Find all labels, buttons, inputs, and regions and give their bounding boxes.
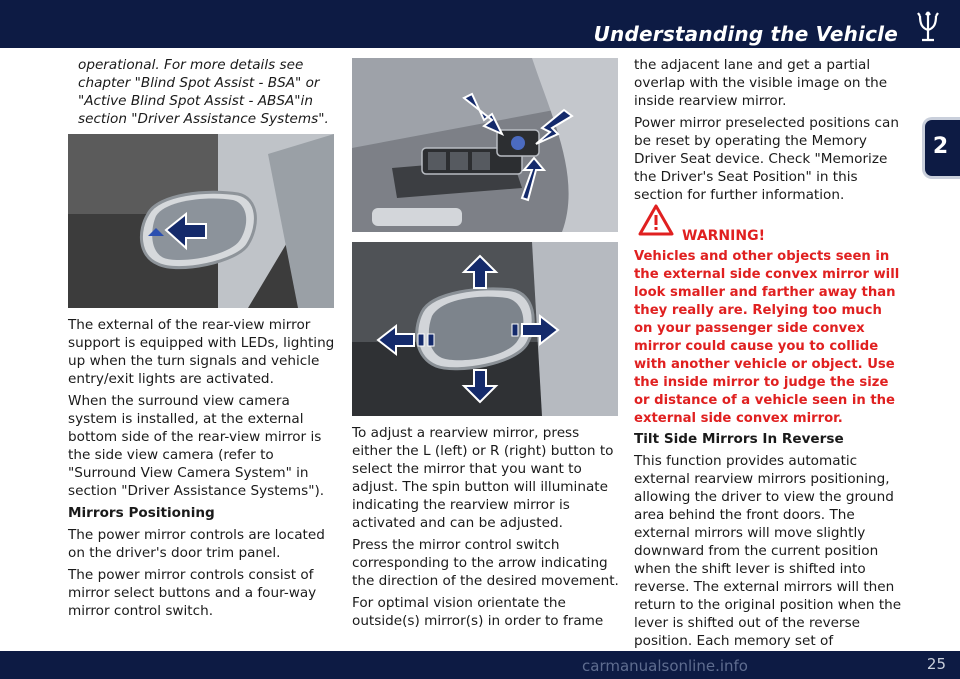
column-2 (352, 424, 622, 634)
tilt-mirrors-heading: Tilt Side Mirrors In Reverse (634, 431, 844, 447)
press-switch-paragraph: Press the mirror control switch corresponding to the arrow indicating the direction of the desired movement. (352, 537, 619, 589)
adjust-paragraph: To adjust a rearview mirror, press either the L (left) or R (right) button to select the mirror that you want to adjust. The spin button will illuminate indicating the rearview mirror is activated and can be adjusted. (352, 425, 614, 531)
warning-title: WARNING! (682, 228, 765, 244)
controls-consist-paragraph: The power mirror controls consist of mirror select buttons and a four-way mirror control switch. (68, 567, 317, 619)
column-1 (68, 316, 338, 624)
exterior-mirror-image (68, 134, 334, 308)
mirror-adjust-image (352, 242, 618, 416)
section-title: Understanding the Vehicle (593, 22, 898, 46)
memory-paragraph: Power mirror preselected positions can be reset by operating the Memory Driver Seat device. Check "Memorize the Driver's Seat Position" in this section for further information. (634, 115, 899, 203)
adjacent-lane-paragraph: the adjacent lane and get a partial overlap with the visible image on the inside rearview mirror. (634, 57, 888, 109)
page-header (0, 0, 960, 48)
door-controls-image (352, 58, 618, 232)
chapter-tab[interactable] (922, 117, 960, 179)
mirrors-positioning-heading: Mirrors Positioning (68, 505, 215, 521)
trident-icon (910, 8, 946, 44)
controls-location-paragraph: The power mirror controls are located on the driver's door trim panel. (68, 527, 325, 561)
intro-text: operational. For more details see chapter "Blind Spot Assist - BSA" or "Active Blind Spot Assist - ABSA"in section "Driver Assistance Systems". (78, 57, 329, 127)
column-3 (634, 56, 902, 208)
warning-icon (638, 204, 674, 236)
chapter-number: 2 (932, 134, 949, 159)
column-3-lower (634, 430, 902, 654)
camera-paragraph: When the surround view camera system is installed, at the external bottom side of the rear-view mirror is the side view camera (refer to "Surround View Camera System" in section "Driver Assistance Systems"). (68, 393, 325, 499)
tilt-mirrors-paragraph: This function provides automatic external rearview mirrors positioning, allowing the driver to view the ground area behind the front doors. The external mirrors will move slightly downward from the current position when the shift lever is shifted into reverse. The external mirrors will then return to the original position when the lever is shifted out of the reverse position. Each memory set of (634, 453, 902, 649)
watermark: carmanualsonline.info (582, 657, 748, 675)
warning-text: Vehicles and other objects seen in the external side convex mirror will look smaller and farther away than they really are. Relying too much on your passenger side convex mirror could cause you to collide with another vehicle or object. Use the inside mirror to judge the size or distance of a vehicle seen in the external side convex mirror. (634, 249, 900, 426)
led-paragraph: The external of the rear-view mirror support is equipped with LEDs, lighting up when the turn signals and vehicle entry/exit lights are activated. (68, 317, 335, 387)
page-footer (0, 651, 960, 679)
page-number: 25 (926, 655, 946, 673)
optimal-vision-paragraph: For optimal vision orientate the outside(s) mirror(s) in order to frame (352, 595, 604, 629)
